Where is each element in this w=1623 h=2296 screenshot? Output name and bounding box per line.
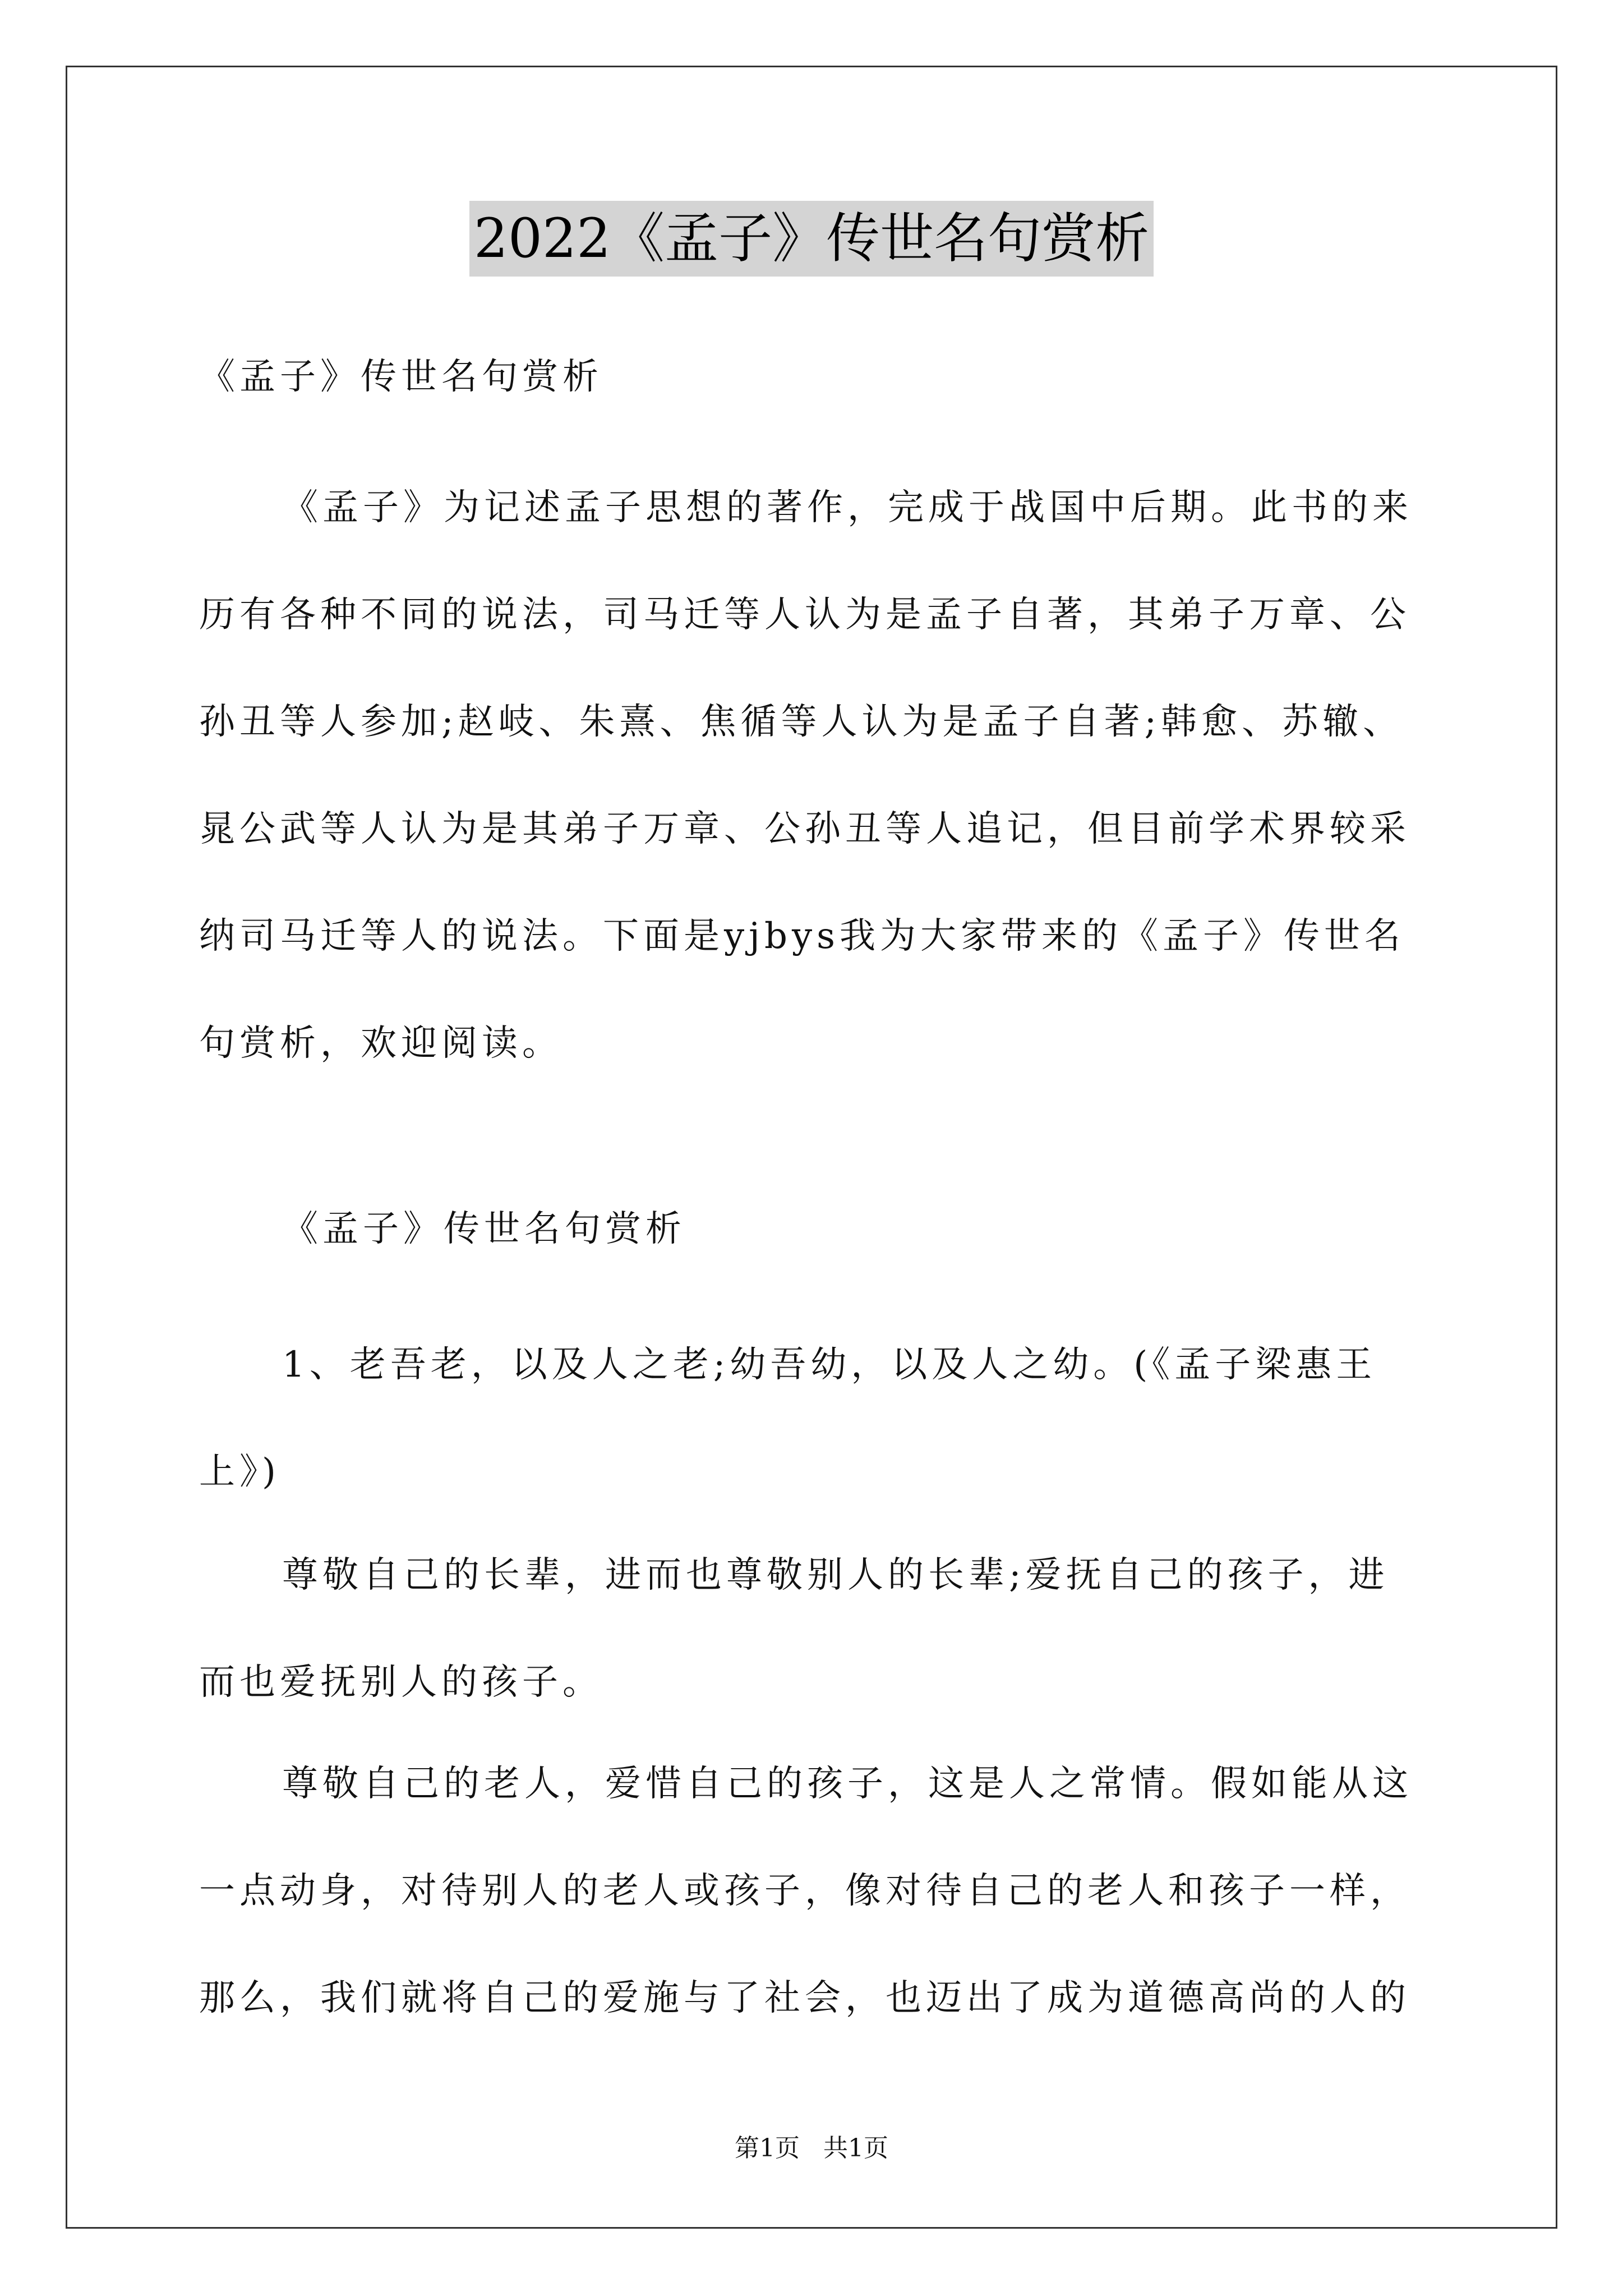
- page-footer: [0, 2132, 1623, 2165]
- document-title: 2022《孟子》传世名句赏析: [469, 201, 1154, 277]
- sub-heading: 《孟子》传世名句赏析: [282, 1208, 686, 1250]
- intro-paragraph: 《孟子》为记述孟子思想的著作，完成于战国中后期。此书的来历有各种不同的说法，司马迁等人认为是孟子自著，其弟子万章、公孙丑等人参加;赵岐、朱熹、焦循等人认为是孟子自著;韩愈、苏辙、晁公武等人认为是其弟子万章、公孙丑等人追记，但目前学术界较采纳司马迁等人的说法。下面是yjbys我为大家带来的《孟子》传世名句赏析，欢迎阅读。: [199, 487, 1413, 1064]
- section-heading: 《孟子》传世名句赏析: [199, 356, 603, 398]
- commentary-paragraph: 尊敬自己的老人，爱惜自己的孩子，这是人之常情。假如能从这一点动身，对待别人的老人或孩子，像对待自己的老人和孩子一样，那么，我们就将自己的爱施与了社会，也迈出了成为道德高尚的人的: [199, 1763, 1413, 2019]
- page-number-total: 共1页: [823, 2134, 888, 2162]
- translation-paragraph: 尊敬自己的长辈，进而也尊敬别人的长辈;爱抚自己的孩子，进而也爱抚别人的孩子。: [199, 1554, 1389, 1703]
- page-number-current: 第1页: [735, 2134, 800, 2162]
- title-container: [0, 201, 1623, 277]
- quote-paragraph: 1、老吾老，以及人之老;幼吾幼，以及人之幼。(《孟子梁惠王上》): [199, 1344, 1377, 1493]
